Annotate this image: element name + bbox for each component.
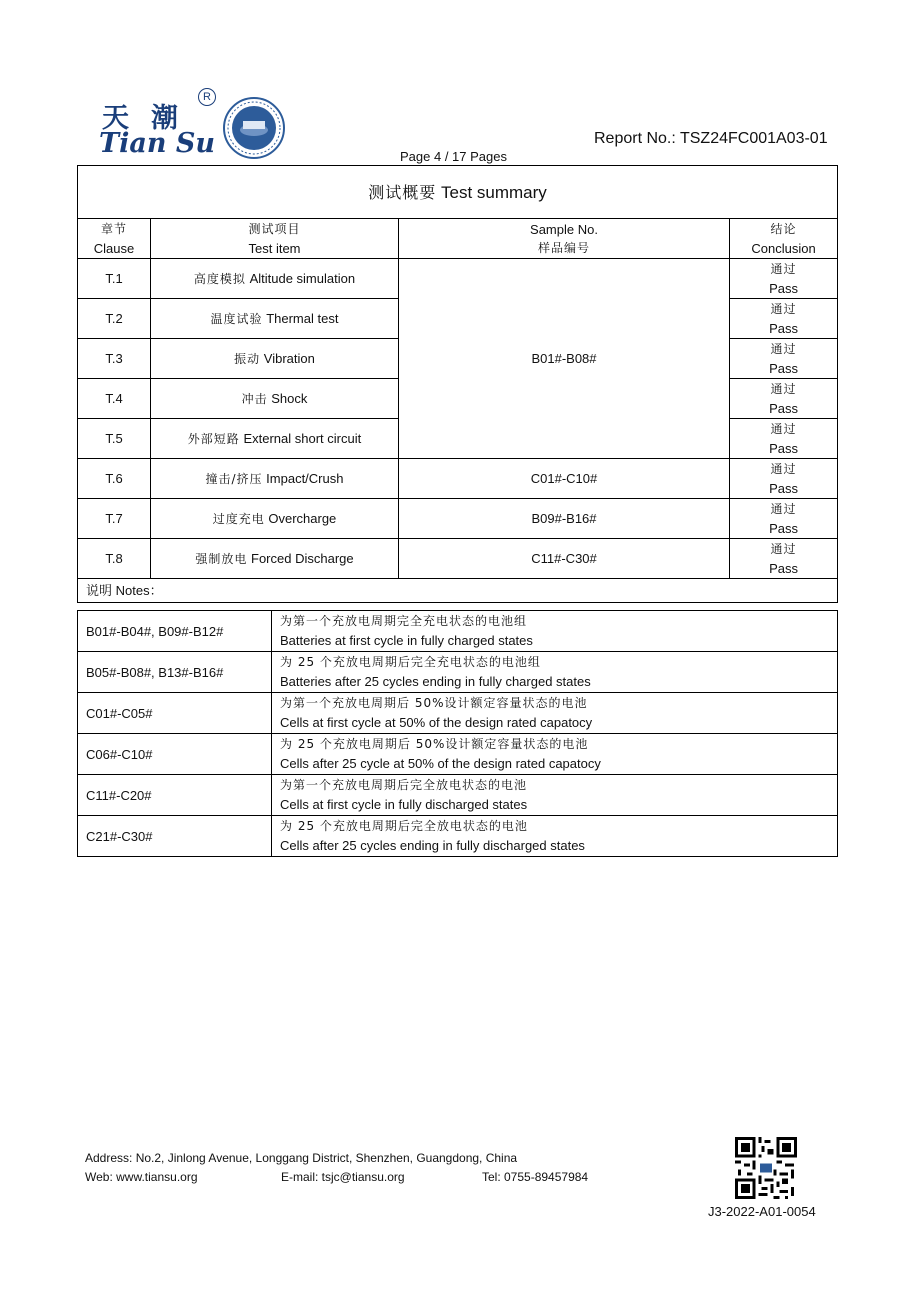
conclusion-en: Pass — [769, 440, 798, 456]
conclusion-en: Pass — [769, 320, 798, 336]
note-code: B05#-B08#, B13#-B16# — [78, 652, 272, 693]
table-title-cn: 测试概要 — [368, 182, 437, 202]
table-header-row — [78, 219, 838, 259]
note-description — [272, 775, 838, 816]
col-clause-cn: 章节 — [100, 221, 127, 236]
company-seal-icon — [223, 97, 285, 159]
conclusion-cell — [730, 539, 838, 579]
note-code: B01#-B04#, B09#-B12# — [78, 611, 272, 652]
table-row — [78, 539, 838, 579]
test-item-cn: 高度模拟 — [193, 271, 246, 286]
note-cn: 为 25 个充放电周期后完全放电状态的电池 — [280, 819, 528, 833]
note-row — [78, 816, 838, 857]
col-conclusion-cn: 结论 — [770, 221, 797, 236]
note-cn: 为 25 个充放电周期后 50%设计额定容量状态的电池 — [280, 737, 589, 751]
test-item-en: Shock — [271, 390, 308, 406]
clause-cell: T.6 — [78, 459, 151, 499]
test-item-cn: 冲击 — [241, 391, 268, 406]
footer-tel: Tel: 0755-89457984 — [482, 1170, 589, 1184]
conclusion-cn: 通过 — [770, 461, 797, 476]
footer-email: E-mail: tsjc@tiansu.org — [281, 1170, 405, 1184]
note-cn: 为第一个充放电周期后 50%设计额定容量状态的电池 — [280, 696, 588, 710]
note-row — [78, 734, 838, 775]
table-row — [78, 459, 838, 499]
test-summary-table — [77, 165, 838, 603]
note-row — [78, 775, 838, 816]
conclusion-en: Pass — [769, 520, 798, 536]
test-item-cn: 撞击/挤压 — [205, 471, 263, 486]
note-cn: 为 25 个充放电周期后完全充电状态的电池组 — [280, 655, 541, 669]
footer-web: Web: www.tiansu.org — [85, 1170, 198, 1184]
note-description — [272, 693, 838, 734]
conclusion-en: Pass — [769, 480, 798, 496]
note-description — [272, 816, 838, 857]
test-item-cn: 振动 — [234, 351, 261, 366]
test-item-cell — [151, 299, 399, 339]
conclusion-cn: 通过 — [770, 421, 797, 436]
note-code: C01#-C05# — [78, 693, 272, 734]
test-item-en: Vibration — [263, 350, 315, 366]
conclusion-cell — [730, 259, 838, 299]
sample-cell: B01#-B08# — [399, 259, 730, 459]
report-number: Report No.: TSZ24FC001A03-01 — [594, 130, 828, 147]
note-description — [272, 611, 838, 652]
note-description — [272, 734, 838, 775]
note-row — [78, 693, 838, 734]
test-item-cell — [151, 459, 399, 499]
test-item-cell — [151, 379, 399, 419]
test-item-en: Forced Discharge — [251, 550, 354, 566]
col-sample-en: Sample No. — [530, 221, 598, 237]
note-en: Batteries at first cycle in fully charged states — [280, 633, 533, 648]
test-item-en: Altitude simulation — [249, 270, 356, 286]
test-item-cell — [151, 419, 399, 459]
col-item-cn: 测试项目 — [248, 221, 301, 236]
note-row — [78, 652, 838, 693]
note-en: Cells after 25 cycles ending in fully discharged states — [280, 838, 585, 853]
conclusion-cell — [730, 299, 838, 339]
col-conclusion-en: Conclusion — [751, 240, 816, 256]
note-code: C11#-C20# — [78, 775, 272, 816]
qr-code-icon — [735, 1137, 797, 1199]
logo-english: Tian Su — [99, 128, 216, 159]
conclusion-cn: 通过 — [770, 301, 797, 316]
note-code: C21#-C30# — [78, 816, 272, 857]
conclusion-cell — [730, 499, 838, 539]
col-clause-en: Clause — [93, 240, 135, 256]
conclusion-en: Pass — [769, 560, 798, 576]
clause-cell: T.2 — [78, 299, 151, 339]
test-item-en: External short circuit — [243, 430, 362, 446]
test-item-cell — [151, 259, 399, 299]
test-item-cn: 过度充电 — [212, 511, 265, 526]
conclusion-cell — [730, 339, 838, 379]
test-item-en: Thermal test — [266, 310, 339, 326]
note-code: C06#-C10# — [78, 734, 272, 775]
test-item-en: Overcharge — [268, 510, 337, 526]
logo-chinese: 天潮 — [102, 103, 200, 134]
note-en: Cells at first cycle at 50% of the design rated capatocy — [280, 715, 593, 730]
conclusion-cn: 通过 — [770, 541, 797, 556]
conclusion-cn: 通过 — [770, 341, 797, 356]
clause-cell: T.1 — [78, 259, 151, 299]
test-item-cell — [151, 499, 399, 539]
table-title-en: Test summary — [441, 182, 547, 202]
registered-mark-icon: R — [198, 88, 216, 106]
test-item-cn: 温度试验 — [210, 311, 263, 326]
test-item-cn: 外部短路 — [187, 431, 240, 446]
conclusion-en: Pass — [769, 360, 798, 376]
clause-cell: T.3 — [78, 339, 151, 379]
col-sample-cn: 样品编号 — [537, 240, 590, 255]
clause-cell: T.4 — [78, 379, 151, 419]
conclusion-cn: 通过 — [770, 501, 797, 516]
conclusion-en: Pass — [769, 400, 798, 416]
test-item-en: Impact/Crush — [266, 470, 344, 486]
test-item-cn: 强制放电 — [195, 551, 248, 566]
conclusion-cn: 通过 — [770, 381, 797, 396]
conclusion-cell — [730, 419, 838, 459]
conclusion-cn: 通过 — [770, 261, 797, 276]
test-item-cell — [151, 339, 399, 379]
note-row — [78, 611, 838, 652]
footer-address: Address: No.2, Jinlong Avenue, Longgang District, Shenzhen, Guangdong, China — [85, 1151, 518, 1165]
table-row — [78, 499, 838, 539]
note-en: Batteries after 25 cycles ending in fully charged states — [280, 674, 591, 689]
sample-cell: C01#-C10# — [399, 459, 730, 499]
test-item-cell — [151, 539, 399, 579]
table-row — [78, 259, 838, 299]
sample-cell: B09#-B16# — [399, 499, 730, 539]
notes-table — [77, 610, 838, 857]
note-cn: 为第一个充放电周期后完全放电状态的电池 — [280, 778, 528, 792]
page-number: Page 4 / 17 Pages — [400, 149, 507, 164]
clause-cell: T.7 — [78, 499, 151, 539]
note-cn: 为第一个充放电周期完全充电状态的电池组 — [280, 614, 528, 628]
note-description — [272, 652, 838, 693]
sample-cell: C11#-C30# — [399, 539, 730, 579]
notes-label: 说明 Notes： — [78, 579, 838, 603]
clause-cell: T.8 — [78, 539, 151, 579]
conclusion-en: Pass — [769, 280, 798, 296]
note-en: Cells at first cycle in fully discharged states — [280, 797, 528, 812]
col-item-en: Test item — [248, 240, 301, 256]
note-en: Cells after 25 cycle at 50% of the design rated capatocy — [280, 756, 601, 771]
table-title — [78, 166, 838, 219]
conclusion-cell — [730, 379, 838, 419]
document-code: J3-2022-A01-0054 — [708, 1204, 816, 1219]
clause-cell: T.5 — [78, 419, 151, 459]
conclusion-cell — [730, 459, 838, 499]
